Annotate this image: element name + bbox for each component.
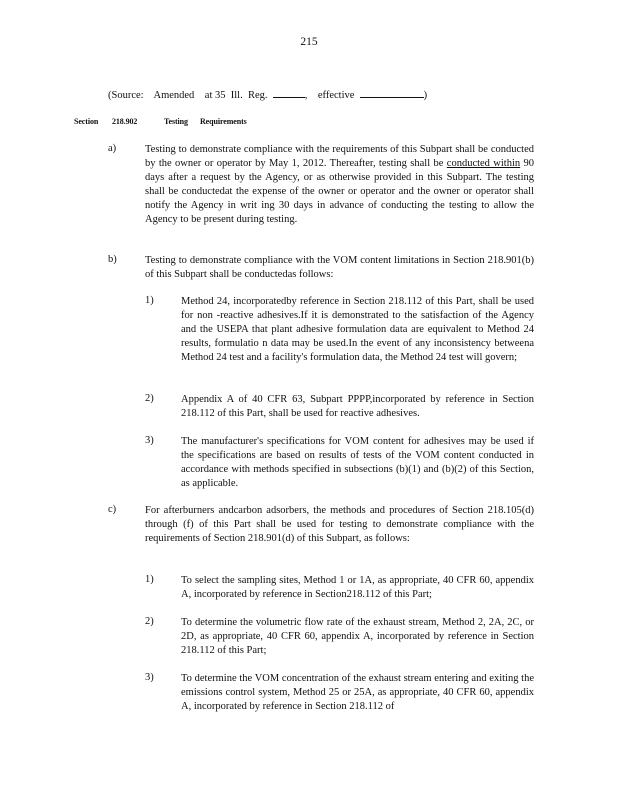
item-b-text: Testing to demonstrate compliance with the VOM content limitations in Section 218.901(b) of this Subpart shall be conductedas follows: [145,255,534,281]
section-number: 218.902 [112,117,138,126]
item-c-label: c) [108,504,117,515]
source-note [108,88,427,101]
item-b2-text: Appendix A of 40 CFR 63, Subpart PPPP,incorporated by reference in Section 218.112 of this Part, shall be used for reactive adhesives. [181,394,534,420]
section-word: Section [74,117,99,126]
item-b2-label: 2) [145,393,154,404]
item-b1-text: Method 24, incorporatedby reference in Section 218.112 of this Part, shall be used for non -reactive adhesives.If it is demonstrated to the satisfaction of the Agency and the USEPA that plant adhesive formulation data are equivalent to Method 24 results, formulatio n data may be used.In the event of any inconsistency betweena Method 24 test and a facility's formulation data, the Method 24 test will govern; [181,296,534,364]
item-b1-label: 1) [145,295,154,306]
item-c-text: For afterburners andcarbon adsorbers, the methods and procedures of Section 218.105(d) through (f) of this Part shall be used for testing to demonstrate compliance with the requirements of Section 218.901(d) of this Subpart, as follows: [145,505,534,545]
item-c1-label: 1) [145,574,154,585]
item-a-text [145,143,534,228]
item-c3-label: 3) [145,672,154,683]
page-number: 215 [300,36,318,48]
source-suffix: ) [423,90,428,101]
item-c1-text: To select the sampling sites, Method 1 or 1A, as appropriate, 40 CFR 60, appendix A, incorporated by reference in Section218.112 of this Part; [181,575,534,601]
section-title-requirements: Requirements [200,117,247,126]
item-b3-text: The manufacturer's specifications for VOM content for adhesives may be used if the specifications are based on results of tests of the VOM content conducted in accordance with methods specified in subsections (b)(1) and (b)(2) of this Section, as applicable. [181,436,534,490]
item-a-underlined: conducted within [446,158,521,170]
blank-register-page [273,88,305,98]
blank-effective-date [360,88,424,98]
item-c2-label: 2) [145,616,154,627]
item-b-label: b) [108,254,117,265]
item-c2-text: To determine the volumetric flow rate of the exhaust stream, Method 2, 2A, 2C, or 2D, as appropriate, 40 CFR 60, appendix A, incorporated by reference in Section 218.112 of this Part; [181,617,534,657]
source-middle: , effective [304,90,360,101]
item-c3-text: To determine the VOM concentration of the exhaust stream entering and exiting the emissions control system, Method 25 or 25A, as appropriate, 40 CFR 60, appendix A, incorporated by reference in Section 218.112 of [181,673,534,713]
item-b3-label: 3) [145,435,154,446]
item-a-text-part2: 90 days after a request by the Agency, or as otherwise provided in this Subpart. The testing shall be conductedat the expense of the owner or operator and the owner or operator shall notify the Agency in writ ing 30 days in advance of conducting the testing to allow the Agency to be present during testing. [145,158,535,226]
item-a-text-part1: Testing to demonstrate compliance with the requirements of this Subpart shall be conducted by the owner or operator by May 1, 2012. Thereafter, testing shall be [145,144,534,170]
section-title-testing: Testing [164,117,188,126]
item-a-label: a) [108,143,117,154]
source-prefix: (Source: Amended at 35 Ill. Reg. [108,90,273,101]
